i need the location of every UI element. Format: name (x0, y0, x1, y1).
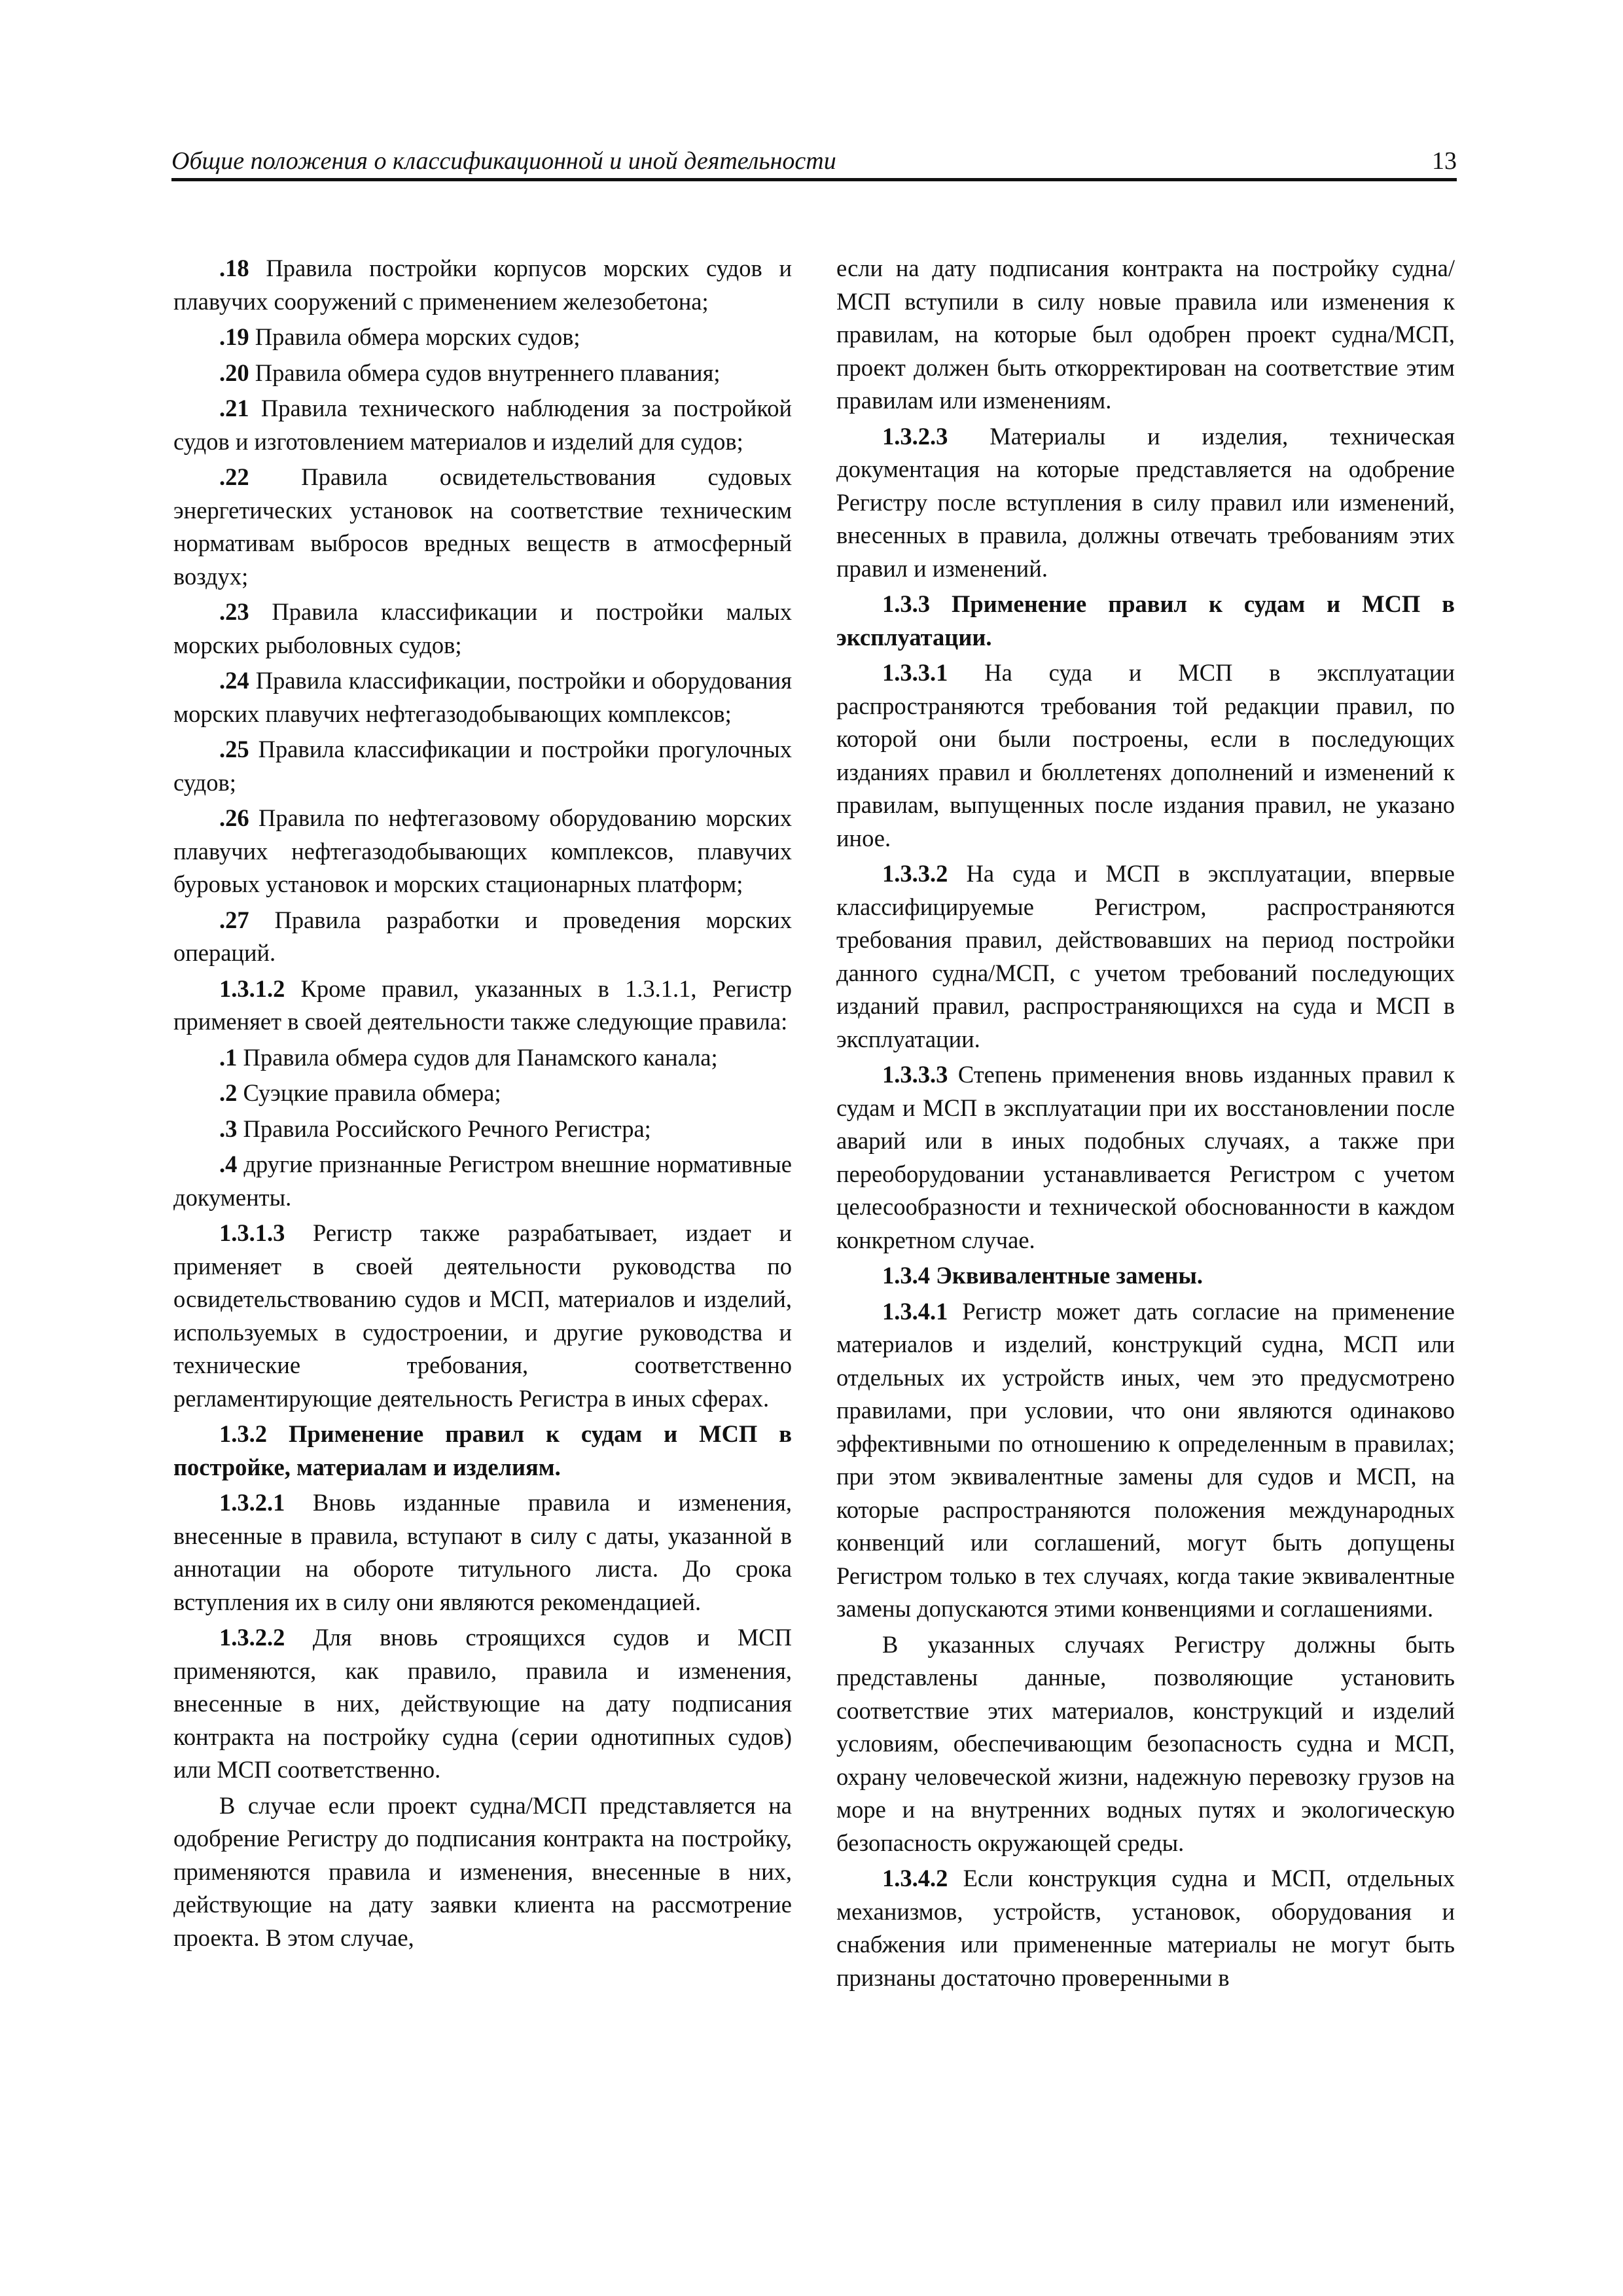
paragraph-text: Правила разработки и проведения морских операций. (173, 906, 792, 966)
paragraph-text: Регистр может дать согласие на применение материалов и изделий, конструкций судна, МСП или отдельных их устройств иных, чем это предусмотрено правилами, при условии, что они являются одинаково эффективными по отношению к определенным в правилах; при этом эквивалентные замены для судов и МСП, на которые распространяются положения международных конвенций или соглашений, могут быть допущены Регистром только в тех случаях, когда такие эквивалентные замены допускаются этими конвенциями и соглашениями. (836, 1297, 1455, 1622)
paragraph (173, 1789, 792, 1955)
paragraph (173, 252, 792, 318)
paragraph (173, 904, 792, 970)
paragraph (173, 664, 792, 730)
item-number: 1.3.2.3 (882, 422, 948, 450)
item-number: .23 (219, 598, 249, 625)
paragraph-text: Правила технического наблюдения за постройкой судов и изготовлением материалов и изделий для судов; (173, 395, 792, 455)
section-heading (836, 1259, 1455, 1293)
paragraph (836, 656, 1455, 855)
paragraph-text: Правила постройки корпусов морских судов и плавучих сооружений с применением железобетона; (173, 255, 792, 315)
paragraph-text: Материалы и изделия, техническая документация на которые представляется на одобрение Регистру после вступления в силу правил или изменений, внесенных в правила, должны отвечать требованиям этих правил и изменений. (836, 422, 1455, 582)
item-number: .3 (219, 1115, 238, 1142)
item-number: .22 (219, 463, 249, 490)
item-number: .1 (219, 1043, 238, 1071)
item-number: 1.3.3.1 (882, 659, 948, 686)
page-number: 13 (1432, 147, 1457, 175)
item-number: 1.3.4.2 (882, 1865, 948, 1892)
running-header (171, 145, 1457, 181)
item-number: .27 (219, 906, 249, 933)
paragraph (173, 802, 792, 901)
paragraph (836, 1295, 1455, 1626)
item-number: .21 (219, 395, 249, 422)
paragraph-text: Регистр также разрабатывает, издает и применяет в своей деятельности руководства по освидетельствованию судов и МСП, материалов и изделий, используемых в судостроении, и другие руководства и технические требования, соответственно регламентирующие деятельность Регистра в иных сферах. (173, 1219, 792, 1412)
paragraph-text: Вновь изданные правила и изменения, внесенные в правила, вступают в силу с даты, указанной в аннотации на обороте титульного листа. До срока вступления их в силу они являются рекомендацией. (173, 1489, 792, 1615)
heading-text: 1.3.4 Эквивалентные замены. (882, 1262, 1204, 1289)
paragraph (836, 857, 1455, 1056)
section-heading (836, 588, 1455, 654)
paragraph-text: другие признанные Регистром внешние нормативные документы. (173, 1151, 792, 1211)
paragraph-text: Правила классификации и постройки прогулочных судов; (173, 736, 792, 796)
item-number: 1.3.3.2 (882, 860, 948, 887)
paragraph (836, 252, 1455, 418)
item-number: 1.3.4.1 (882, 1297, 948, 1325)
paragraph (836, 1628, 1455, 1860)
item-number: .4 (219, 1151, 238, 1177)
header-title: Общие положения о классификационной и иной деятельности (171, 147, 836, 175)
heading-text: 1.3.2 Применение правил к судам и МСП в постройке, материалам и изделиям. (173, 1420, 792, 1480)
item-number: 1.3.2.1 (219, 1489, 285, 1516)
item-number: 1.3.3.3 (882, 1061, 948, 1088)
item-number: .19 (219, 323, 249, 350)
paragraph-text: Правила обмера судов для Панамского канала; (237, 1043, 718, 1071)
paragraph-text: Правила обмера судов внутреннего плавания; (249, 359, 721, 386)
paragraph-text: Кроме правил, указанных в 1.3.1.1, Регистр применяет в своей деятельности также следующие правила: (173, 975, 792, 1035)
paragraph (173, 1113, 792, 1146)
paragraph-text: Правила освидетельствования судовых энергетических установок на соответствие техническим нормативам выбросов вредных веществ в атмосферный воздух; (173, 463, 792, 590)
paragraph (173, 1486, 792, 1619)
paragraph-text: Для вновь строящихся судов и МСП применяются, как правило, правила и изменения, внесенные в них, действующие на дату подписания контракта на постройку судна (серии однотипных судов) или МСП соответственно. (173, 1624, 792, 1783)
paragraph-text: Правила Российского Речного Регистра; (237, 1115, 651, 1142)
right-column (836, 252, 1455, 1997)
paragraph (173, 357, 792, 390)
paragraph-text: В указанных случаях Регистру должны быть представлены данные, позволяющие установить соответствие этих материалов, конструкций и изделий условиям, обеспечивающим безопасность судна и МСП, охрану человеческой жизни, надежную перевозку грузов на море и на внутренних водных путях и экологическую безопасность окружающей среды. (836, 1630, 1455, 1856)
paragraph (173, 973, 792, 1039)
paragraph-text: Если конструкция судна и МСП, отдельных механизмов, устройств, установок, оборудования и снабжения или примененные материалы не могут быть признаны достаточно проверенными в (836, 1865, 1455, 1991)
paragraph (173, 321, 792, 354)
paragraph (173, 1148, 792, 1214)
paragraph (173, 1621, 792, 1787)
paragraph (173, 1217, 792, 1415)
paragraph (836, 1862, 1455, 1994)
paragraph-text: Правила по нефтегазовому оборудованию морских плавучих нефтегазодобывающих комплексов, плавучих буровых установок и морских стационарных платформ; (173, 804, 792, 897)
paragraph (173, 733, 792, 799)
item-number: .18 (219, 255, 249, 281)
item-number: 1.3.2.2 (219, 1624, 285, 1651)
item-number: .20 (219, 359, 249, 386)
item-number: 1.3.1.2 (219, 975, 285, 1002)
left-column (173, 252, 792, 1957)
paragraph (173, 392, 792, 458)
item-number: .2 (219, 1079, 238, 1106)
item-number: .24 (219, 667, 249, 694)
section-heading (173, 1418, 792, 1484)
paragraph (836, 420, 1455, 586)
paragraph-text: Суэцкие правила обмера; (237, 1079, 501, 1106)
paragraph (173, 1077, 792, 1110)
paragraph-text: На суда и МСП в эксплуатации распространяются требования той редакции правил, по которой они были построены, если в последующих изданиях правил и бюллетенях дополнений и изменений к правилам, выпущенных после издания правил, не указано иное. (836, 659, 1455, 852)
paragraph-text: На суда и МСП в эксплуатации, впервые классифицируемые Регистром, распространяются требования правил, действовавших на период постройки данного судна/МСП, с учетом требований последующих изданий правил, распространяющихся на суда и МСП в эксплуатации. (836, 860, 1455, 1052)
paragraph (173, 1041, 792, 1075)
item-number: .26 (219, 804, 249, 831)
paragraph-text: Правила обмера морских судов; (249, 323, 580, 350)
paragraph (173, 461, 792, 593)
paragraph-text: Правила классификации, постройки и оборудования морских плавучих нефтегазодобывающих комплексов; (173, 667, 792, 727)
paragraph (173, 596, 792, 662)
item-number: .25 (219, 736, 249, 762)
paragraph (836, 1058, 1455, 1257)
heading-text: 1.3.3 Применение правил к судам и МСП в эксплуатации. (836, 590, 1455, 651)
paragraph-text: В случае если проект судна/МСП представляется на одобрение Регистру до подписания контракта на постройку, применяются правила и изменения, внесенные в них, действующие на дату заявки клиента на рассмотрение проекта. В этом случае, (173, 1791, 792, 1951)
item-number: 1.3.1.3 (219, 1219, 285, 1246)
paragraph-text: Правила классификации и постройки малых морских рыболовных судов; (173, 598, 792, 658)
paragraph-text: если на дату подписания контракта на постройку судна/МСП вступили в силу новые правила или изменения к правилам, на которые был одобрен проект судна/МСП, проект должен быть откорректирован на соответствие этим правилам или изменениям. (836, 255, 1455, 414)
paragraph-text: Степень применения вновь изданных правил к судам и МСП в эксплуатации при их восстановлении после аварий или в иных подобных случаях, а также при переоборудовании устанавливается Регистром с учетом целесообразности и технической обоснованности в каждом конкретном случае. (836, 1061, 1455, 1253)
